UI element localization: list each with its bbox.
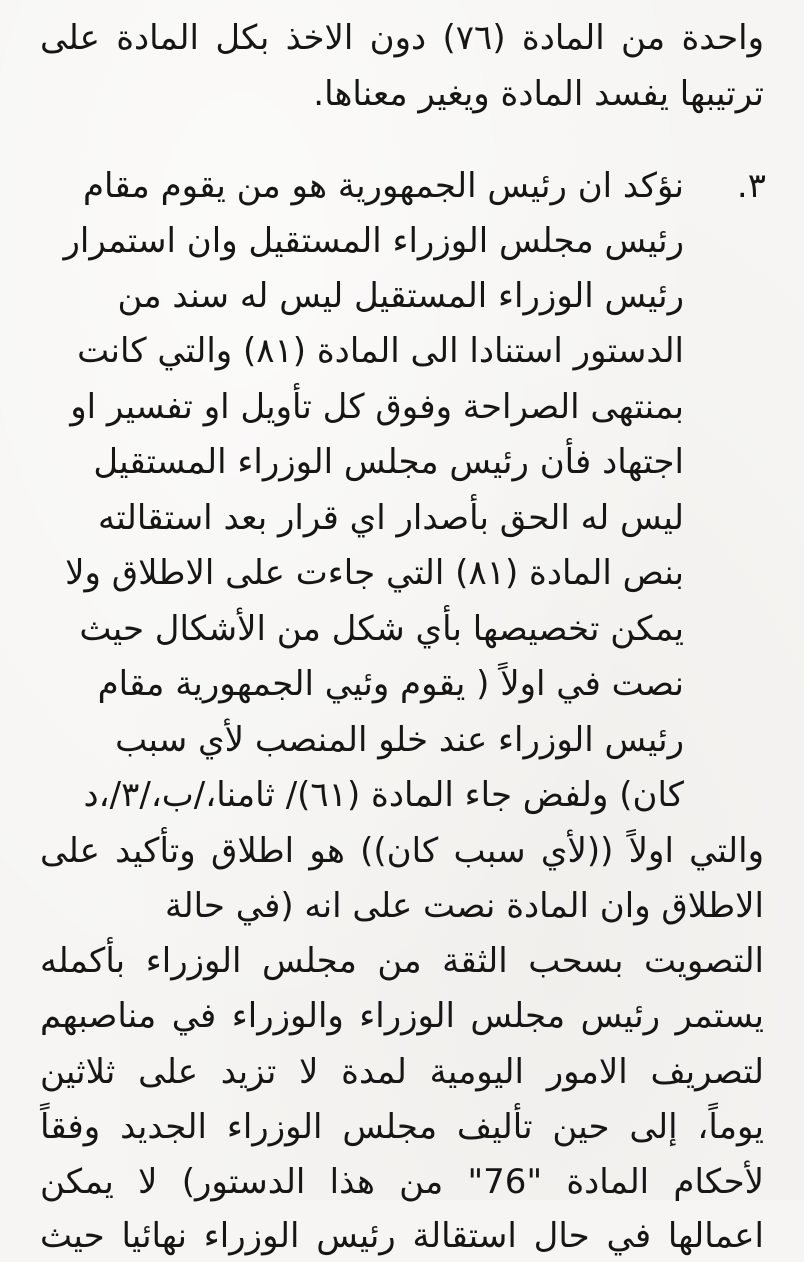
body-line-7: لأحكام المادة "76" من هذا الدستور) لا يمكن	[40, 1162, 765, 1202]
item3-line-1: نؤكد ان رئيس الجمهورية هو من يقوم مقام	[82, 166, 684, 206]
body-line-5: لتصريف الامور اليومية لمدة لا تزيد على ثلاثين	[40, 1052, 764, 1092]
item3-line-10: نصت في اولاً ( يقوم وئيي الجمهورية مقام	[97, 664, 684, 704]
body-line-3: التصويت بسحب الثقة من مجلس الوزراء بأكمله	[40, 941, 764, 981]
item3-line-8: بنص المادة (٨١) التي جاءت على الاطلاق ولا	[65, 553, 684, 593]
item3-line-3: رئيس الوزراء المستقيل ليس له سند من	[117, 276, 684, 316]
body-line-4: يستمر رئيس مجلس الوزراء والوزراء في مناصبهم	[40, 996, 764, 1036]
item3-line-5: بمنتهى الصراحة وفوق كل تأويل او تفسير او	[70, 387, 684, 427]
list-item-number: ٣.	[736, 166, 766, 206]
item3-line-7: ليس له الحق بأصدار اي قرار بعد استقالته	[98, 498, 684, 538]
body-line-8: اعمالها في حال استقالة رئيس الوزراء نهائيا حيث	[40, 1216, 764, 1256]
body-line-1: والتي اولاً ((لأي سبب كان)) هو اطلاق وتأكيد على	[40, 831, 764, 871]
intro-line-1: واحدة من المادة (٧٦) دون الاخذ بكل المادة على	[40, 18, 764, 58]
item3-line-9: يمكن تخصيصها بأي شكل من الأشكال حيث	[79, 609, 684, 649]
intro-line-2: ترتيبها يفسد المادة ويغير معناها.	[313, 74, 764, 114]
item3-line-6: اجتهاد فأن رئيس مجلس الوزراء المستقيل	[93, 442, 684, 482]
body-line-2: الاطلاق وان المادة نصت على انه (في حالة	[164, 886, 764, 926]
item3-line-12: كان) ولفض جاء المادة (٦١)/ ثامنا،/ب،/٣/،د	[83, 775, 684, 815]
item3-line-2: رئيس مجلس الوزراء المستقيل وان استمرار	[63, 221, 684, 261]
item3-line-4: الدستور استنادا الى المادة (٨١) والتي كانت	[77, 331, 684, 371]
item3-line-11: رئيس الوزراء عند خلو المنصب لأي سبب	[115, 720, 684, 760]
body-line-6: يوماً، إلى حين تأليف مجلس الوزراء الجديد وفقاً	[40, 1107, 764, 1147]
